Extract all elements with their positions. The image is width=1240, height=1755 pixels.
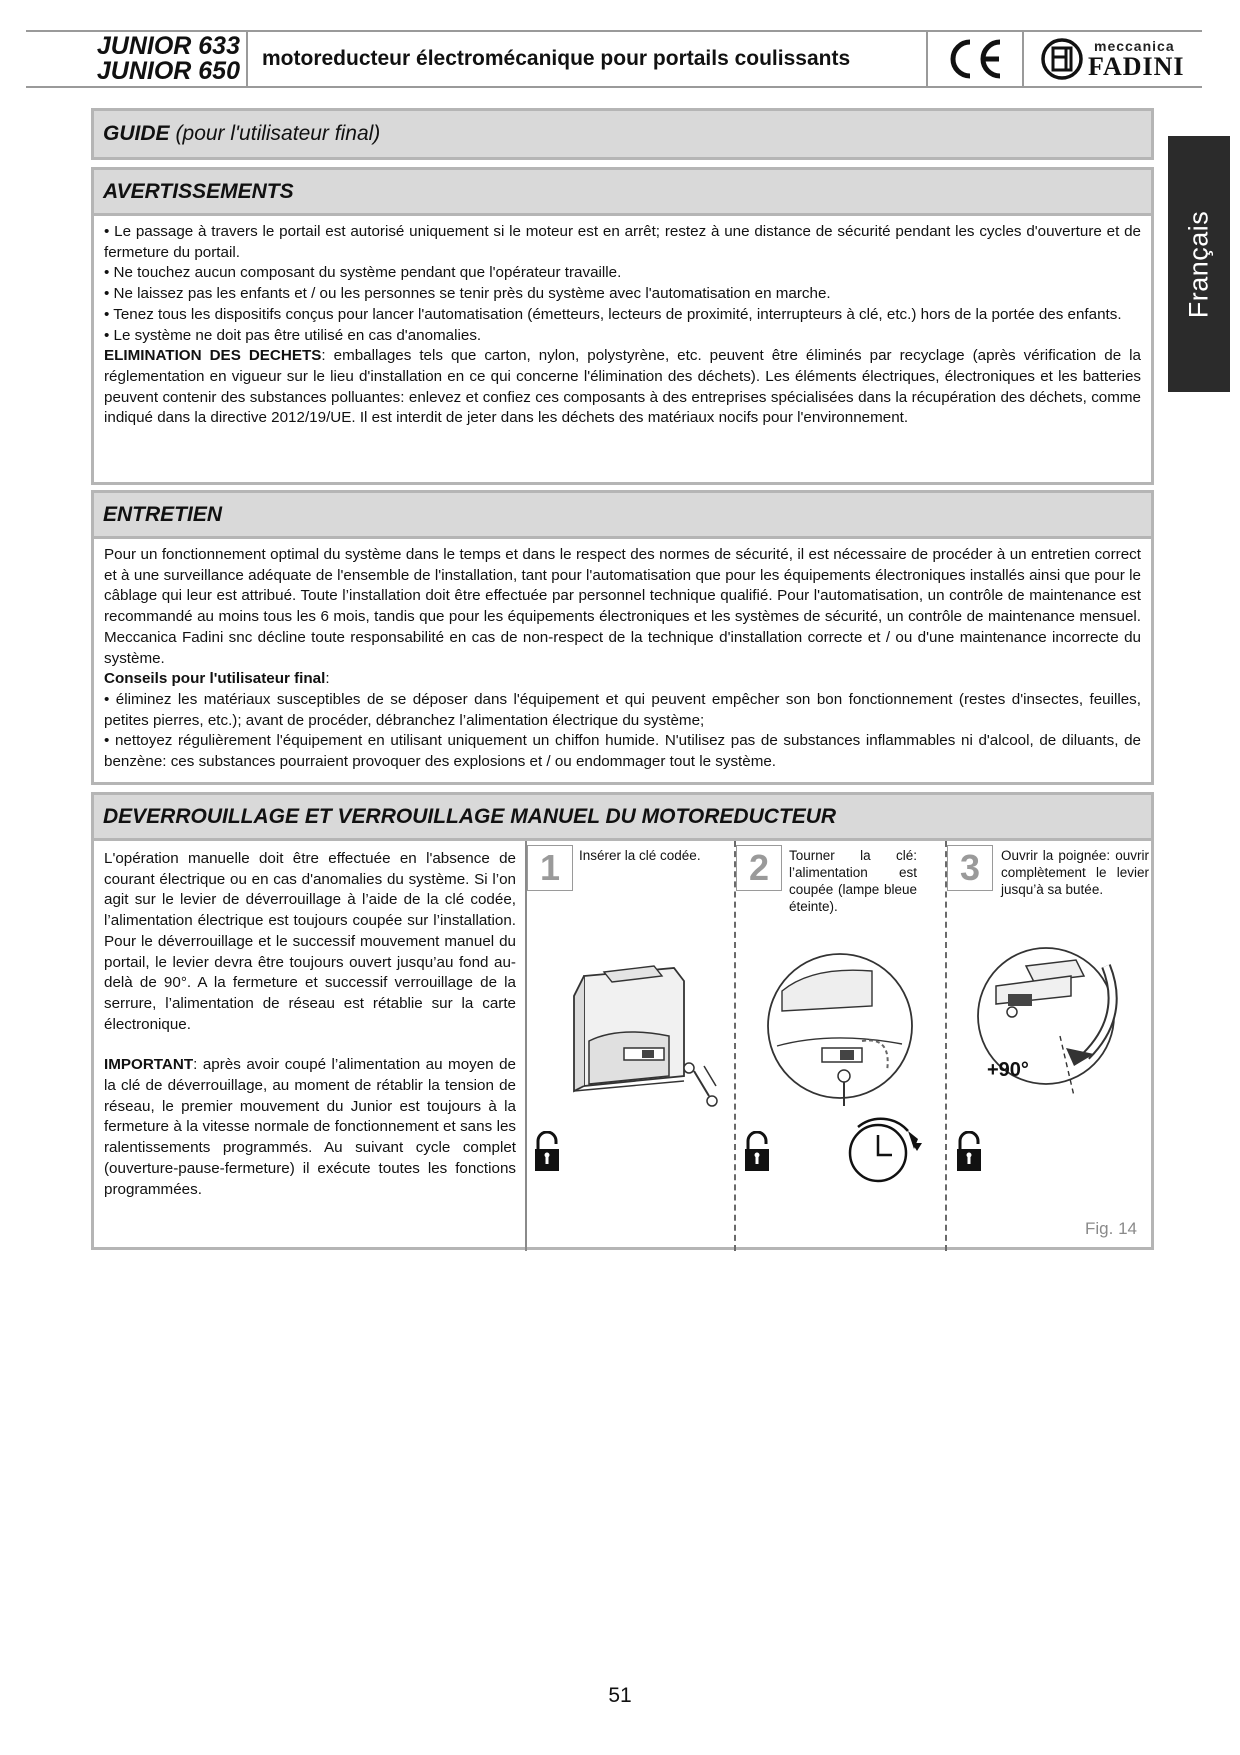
step-number-3: 3 xyxy=(947,845,993,891)
tip-item: • nettoyez régulièrement l'équipement en utilisant uniquement un chiffon humide. N'utilisez pas de substances inflammables ni d'alcool, de diluants, de benzène: ces substances pourraient provoquer des explosions et / ou endommager tout le système. xyxy=(104,732,1141,771)
motor-key-illustration xyxy=(544,936,724,1121)
model-name-650: JUNIOR 650 xyxy=(96,57,240,85)
warning-item: • Le passage à travers le portail est autorisé uniquement si le moteur est en arrêt; restez à une distance de sécurité pendant les cycles d'ouverture et de fermeture du portail. xyxy=(104,223,1141,261)
step-text-2: Tourner la clé: l’alimentation est coupée (lampe bleue éteinte). xyxy=(789,848,917,914)
angle-label: +90° xyxy=(987,1059,1029,1081)
step-text-1: Insérer la clé codée. xyxy=(579,848,701,863)
unlock-paragraph: L'opération manuelle doit être effectuée en l'absence de courant électrique ou en cas d'anomalies du système. Si l’on agit sur le levier de déverrouillage à l’aide de la clé codée, l’alimentation électrique est toujours coupée sur l’installation. Pour le déverrouillage et le successif mouvement manuel du portail, le levier devra être toujours ouvert jusqu’au fond au-delà de 90°. A la fermeture et successif verrouillage de la serrure, l’alimentation de réseau est rétablie sur la carte électronique. xyxy=(104,850,516,1033)
guide-subtitle: (pour l'utilisateur final) xyxy=(175,122,381,145)
column-divider xyxy=(525,841,527,1251)
guide-heading xyxy=(94,111,1151,157)
important-label: IMPORTANT xyxy=(104,1056,194,1074)
language-tab xyxy=(1168,136,1230,392)
step-number-1: 1 xyxy=(527,845,573,891)
step-text-3: Ouvrir la poignée: ouvrir complètement le levier jusqu’à sa butée. xyxy=(1001,848,1149,897)
warning-item: • Ne laissez pas les enfants et / ou les personnes se tenir près du système avec l'automatisation en marche. xyxy=(104,285,831,303)
step-number-2: 2 xyxy=(736,845,782,891)
header-separator xyxy=(1022,32,1024,86)
brand-name-top: meccanica xyxy=(1094,38,1175,54)
warnings-heading: AVERTISSEMENTS xyxy=(94,170,1151,216)
clock-icon xyxy=(836,1117,926,1187)
warning-item: • Le système ne doit pas être utilisé en cas d'anomalies. xyxy=(104,326,482,344)
model-names xyxy=(40,34,240,84)
fadini-logo-icon xyxy=(1040,37,1084,81)
tips-label: Conseils pour l'utilisateur final xyxy=(104,670,326,688)
header-separator xyxy=(926,32,928,86)
header-rule-bottom xyxy=(26,86,1202,88)
unlock-body xyxy=(94,841,1151,1251)
important-text: : après avoir coupé l’alimentation au moyen de la clé de déverrouillage, au moment de rétablir la tension de réseau, le premier mouvement du Junior est toujours à la fermeture à la vitesse normale de fonctionnement et sans les ralentissements programmés. Au suivant cycle complet (ouverture-pause-fermeture) il exécute toutes les fonctions programmées. xyxy=(104,1056,516,1198)
padlock-open-icon xyxy=(954,1131,984,1173)
disposal-text: : emballages tels que carton, nylon, polystyrène, etc. peuvent être éliminés par recyclage (après vérification de la réglementation en vigueur sur le lieu d'installation en ce qui concerne l'élimination des déchets). Les éléments électriques, électroniques et les batteries peuvent contenir des substances polluantes: enlevez et confiez ces composants à des entreprises spécialisées dans la récupération des déchets, comme indiqué dans la directive 2012/19/UE. Il est interdit de jeter dans les déchets des matériaux nocifs pour l'environnement. xyxy=(104,347,1141,427)
spacer xyxy=(104,1035,516,1055)
maintenance-intro: Pour un fonctionnement optimal du système dans le temps et dans le respect des normes de sécurité, il est nécessaire de procéder à un entretien correct et à une surveillance adéquate de l'ensemble de l'installation, tant pour l'automatisation que pour les équipements électroniques installés ainsi que pour le câblage qui leur est attribué. Toute l’installation doit être effectuée par personnel technique qualifié. Pour l'automatisation, un contrôle de maintenance est recommandé au moins tous les 6 mois, tandis que pour les équipements électroniques et les systèmes de sécurité, un contrôle de maintenance mensuel. Meccanica Fadini snc décline toute responsabilité en cas de non-respect de la technique d'installation correcte et / ou d'une maintenance incorrecte du système. xyxy=(104,546,1141,667)
document-title: motoreducteur électromécanique pour portails coulissants xyxy=(262,47,851,70)
guide-section xyxy=(91,108,1154,160)
figure-caption: Fig. 14 xyxy=(1085,1219,1137,1238)
header-separator xyxy=(246,32,248,86)
ce-mark-icon xyxy=(944,36,1004,82)
key-turn-illustration xyxy=(752,936,937,1121)
lever-open-illustration xyxy=(956,936,1146,1126)
model-name-633: JUNIOR 633 xyxy=(96,32,240,60)
page-number: 51 xyxy=(608,1684,632,1707)
disposal-label: ELIMINATION DES DECHETS xyxy=(104,347,322,365)
language-label: Français xyxy=(1183,210,1214,318)
maintenance-section xyxy=(91,490,1154,785)
brand-logo xyxy=(1040,36,1196,82)
tips-heading xyxy=(104,669,1141,690)
warning-item: • Tenez tous les dispositifs conçus pour lancer l'automatisation (émetteurs, lecteurs de proximité, interrupteurs à clé, etc.) hors de la portée des enfants. xyxy=(104,305,1122,323)
padlock-open-icon xyxy=(532,1131,562,1173)
padlock-open-icon xyxy=(742,1131,772,1173)
guide-title: GUIDE xyxy=(103,122,170,145)
unlock-instructions xyxy=(104,849,516,1200)
important-note xyxy=(104,1055,516,1200)
column-divider-dashed xyxy=(945,841,947,1251)
maintenance-heading: ENTRETIEN xyxy=(94,493,1151,539)
warning-item: • Ne touchez aucun composant du système pendant que l'opérateur travaille. xyxy=(104,264,622,282)
warnings-section xyxy=(91,167,1154,485)
unlock-section xyxy=(91,792,1154,1250)
brand-name-bottom: FADINI xyxy=(1088,52,1185,81)
warnings-body xyxy=(94,216,1151,433)
unlock-heading: DEVERROUILLAGE ET VERROUILLAGE MANUEL DU MOTOREDUCTEUR xyxy=(94,795,1151,841)
disposal-paragraph xyxy=(104,346,1141,429)
maintenance-body xyxy=(94,539,1151,777)
tip-item: • éliminez les matériaux susceptibles de se déposer dans l'équipement et qui peuvent empêcher son bon fonctionnement (restes d'insectes, feuilles, petites pierres, etc.); avant de procéder, débranchez l’alimentation électrique du système; xyxy=(104,690,1141,729)
tips-colon: : xyxy=(325,670,330,688)
column-divider-dashed xyxy=(734,841,736,1251)
